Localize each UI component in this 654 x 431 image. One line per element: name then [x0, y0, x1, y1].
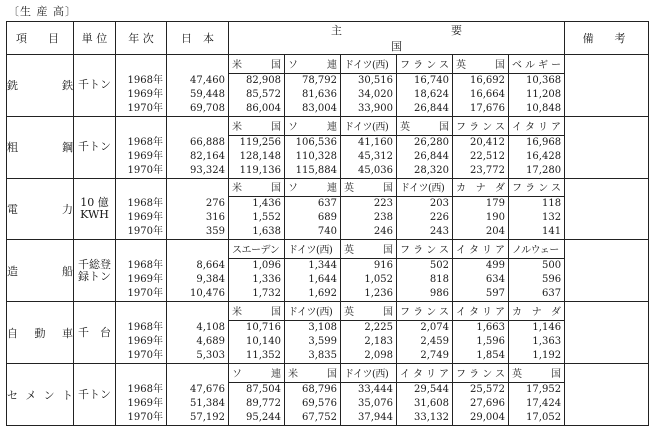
country-name: 英 国: [341, 306, 396, 321]
unit-line: 10 億: [80, 196, 109, 210]
country-value: 128,148: [239, 150, 281, 162]
country-value: 86,004: [246, 102, 281, 114]
country-value: 1,236: [364, 288, 393, 300]
country-value: 119,256: [239, 136, 281, 148]
header-japan: 日 本: [167, 22, 229, 55]
header-main-char: 主: [331, 24, 343, 37]
row-years: [116, 302, 167, 364]
year-label: 1970年: [127, 164, 163, 176]
country-value: 35,076: [358, 398, 393, 409]
country-name: スエーデン: [229, 244, 284, 259]
country-value: 916: [373, 260, 393, 272]
country-value: 95,244: [246, 412, 281, 423]
country-cell: [229, 364, 285, 426]
unit-line: 録トン: [78, 269, 111, 283]
country-value: 67,752: [302, 412, 337, 423]
country-cell: [285, 364, 341, 426]
unit-line: 千トン: [78, 387, 111, 401]
year-label: 1969年: [127, 88, 163, 100]
country-value: 45,036: [358, 164, 393, 176]
unit-line: KWH: [80, 208, 109, 222]
country-value: 2,074: [420, 322, 449, 334]
japan-values: [167, 364, 229, 426]
country-name: 英 国: [397, 121, 452, 136]
row-unit: [74, 364, 116, 426]
country-cell: [285, 178, 341, 240]
country-cell: [397, 116, 453, 178]
country-value: 203: [429, 198, 449, 210]
country-name: ノルウェー: [509, 244, 564, 259]
year-label: 1968年: [127, 74, 163, 86]
country-name: ソ 連: [285, 59, 340, 74]
country-value: 106,536: [295, 136, 337, 148]
row-item-label: セメント: [7, 364, 74, 426]
unit-line: 千 台: [78, 325, 111, 339]
country-name: イタリア: [453, 244, 508, 259]
country-value: 132: [541, 212, 562, 224]
country-name: フランス: [453, 368, 508, 383]
country-value: 16,740: [414, 74, 449, 86]
row-remarks: [565, 364, 649, 426]
country-value: 10,716: [246, 322, 281, 334]
country-value: 78,792: [302, 74, 337, 86]
japan-value: 47,676: [190, 384, 225, 395]
country-value: 1,644: [308, 274, 337, 286]
country-value: 26,280: [414, 136, 449, 148]
country-value: 3,599: [308, 336, 337, 348]
row-item-label: 粗 鋼: [7, 116, 74, 178]
country-cell: [397, 364, 453, 426]
country-cell: [341, 55, 397, 117]
table-row: [7, 364, 649, 426]
country-name: ドイツ(西): [285, 244, 340, 259]
country-cell: [397, 178, 453, 240]
country-value: 1,052: [364, 274, 393, 286]
country-name: ソ 連: [285, 182, 340, 197]
unit-line: 千トン: [78, 78, 111, 92]
country-name: 米 国: [229, 182, 284, 197]
country-value: 1,663: [476, 322, 505, 334]
country-value: 33,132: [414, 412, 449, 423]
country-name: 英 国: [453, 59, 508, 74]
country-value: 30,516: [358, 74, 393, 86]
country-name: ベルギー: [509, 59, 564, 74]
row-remarks: [565, 302, 649, 364]
row-years: [116, 178, 167, 240]
year-label: 1969年: [127, 212, 163, 224]
country-value: 2,749: [420, 350, 449, 362]
row-item-label: 自動車: [7, 302, 74, 364]
country-value: 85,572: [246, 88, 281, 100]
country-value: 986: [429, 288, 449, 300]
row-item-label: 造 船: [7, 240, 74, 302]
country-name: ソ 連: [285, 121, 340, 136]
country-name: 米 国: [229, 59, 284, 74]
year-label: 1968年: [127, 136, 163, 148]
country-name: フランス: [397, 59, 452, 74]
row-years: [116, 364, 167, 426]
country-value: 226: [429, 212, 449, 224]
country-value: 1,552: [252, 212, 281, 224]
country-name: イタリア: [453, 306, 508, 321]
japan-value: 8,664: [196, 260, 225, 272]
year-label: 1970年: [127, 102, 163, 114]
japan-values: [167, 55, 229, 117]
country-cell: [285, 55, 341, 117]
country-value: 1,344: [308, 260, 337, 272]
row-remarks: [565, 178, 649, 240]
country-value: 689: [317, 212, 337, 224]
year-label: 1970年: [127, 288, 163, 300]
country-value: 597: [485, 288, 505, 300]
country-cell: [229, 116, 285, 178]
country-cell: [341, 302, 397, 364]
country-name: 米 国: [229, 306, 284, 321]
country-cell: [509, 364, 565, 426]
country-name: ドイツ(西): [341, 59, 396, 74]
country-value: 17,676: [470, 102, 505, 114]
year-label: 1968年: [127, 322, 163, 334]
country-value: 82,908: [246, 74, 281, 86]
country-value: 1,692: [308, 288, 337, 300]
country-name: ドイツ(西): [397, 182, 452, 197]
japan-values: [167, 116, 229, 178]
country-value: 246: [373, 226, 393, 238]
header-main-char: 国: [391, 40, 403, 53]
header-year: 年 次: [116, 22, 167, 55]
country-value: 22,512: [470, 150, 505, 162]
table-body: [7, 55, 649, 426]
country-value: 17,280: [526, 164, 562, 176]
country-cell: [509, 302, 565, 364]
country-value: 1,363: [532, 336, 562, 348]
japan-values: [167, 302, 229, 364]
country-value: 16,664: [470, 88, 505, 100]
country-value: 1,638: [252, 226, 281, 238]
country-cell: [341, 116, 397, 178]
country-value: 3,835: [308, 350, 337, 362]
japan-value: 57,192: [190, 412, 225, 423]
country-value: 596: [541, 274, 562, 286]
country-value: 26,844: [414, 150, 449, 162]
japan-value: 47,460: [190, 74, 225, 86]
country-value: 243: [429, 226, 449, 238]
country-name: 米 国: [285, 368, 340, 383]
country-value: 17,952: [526, 384, 562, 395]
country-cell: [453, 116, 509, 178]
country-value: 33,900: [358, 102, 393, 114]
row-unit: [74, 116, 116, 178]
country-value: 26,844: [414, 102, 449, 114]
row-unit: [74, 302, 116, 364]
production-table: [6, 21, 649, 426]
country-value: 1,146: [532, 322, 562, 334]
country-value: 3,108: [308, 322, 337, 334]
row-unit: [74, 178, 116, 240]
country-cell: [453, 240, 509, 302]
country-name: 米 国: [229, 121, 284, 136]
country-value: 37,944: [358, 412, 393, 423]
country-value: 2,183: [364, 336, 393, 348]
country-cell: [229, 302, 285, 364]
table-row: [7, 55, 649, 117]
year-label: 1969年: [127, 150, 163, 162]
country-cell: [285, 302, 341, 364]
year-label: 1970年: [127, 412, 163, 423]
country-value: 28,320: [414, 164, 449, 176]
country-value: 31,608: [414, 398, 449, 409]
japan-value: 5,303: [196, 350, 225, 362]
country-cell: [397, 240, 453, 302]
country-name: 英 国: [509, 368, 564, 383]
country-cell: [397, 302, 453, 364]
country-name: フランス: [453, 121, 508, 136]
country-value: 27,696: [470, 398, 505, 409]
country-value: 17,424: [526, 398, 562, 409]
country-name: ソ 連: [229, 368, 284, 383]
country-value: 29,004: [470, 412, 505, 423]
country-value: 1,192: [532, 350, 562, 362]
country-value: 2,225: [364, 322, 393, 334]
japan-value: 66,888: [190, 136, 225, 148]
country-value: 1,336: [252, 274, 281, 286]
country-value: 16,692: [470, 74, 505, 86]
country-cell: [509, 240, 565, 302]
japan-value: 4,689: [196, 336, 225, 348]
japan-values: [167, 240, 229, 302]
header-item: 項 目: [7, 22, 74, 55]
country-cell: [285, 240, 341, 302]
japan-value: 316: [205, 212, 225, 224]
table-row: [7, 240, 649, 302]
japan-value: 93,324: [190, 164, 225, 176]
country-value: 87,504: [246, 384, 281, 395]
country-value: 118: [541, 198, 562, 210]
country-value: 10,848: [526, 102, 562, 114]
country-name: 英 国: [341, 182, 396, 197]
country-name: イタリア: [397, 368, 452, 383]
japan-value: 59,448: [190, 88, 225, 100]
japan-value: 4,108: [196, 322, 225, 334]
country-value: 11,208: [526, 88, 562, 100]
country-value: 10,140: [246, 336, 281, 348]
country-value: 81,636: [302, 88, 337, 100]
country-name: ドイツ(西): [341, 121, 396, 136]
country-value: 18,624: [414, 88, 449, 100]
country-cell: [509, 116, 565, 178]
table-row: [7, 302, 649, 364]
country-cell: [341, 240, 397, 302]
country-value: 10,368: [526, 74, 562, 86]
country-value: 818: [429, 274, 449, 286]
row-item-label: 銑 鉄: [7, 55, 74, 117]
year-label: 1970年: [127, 350, 163, 362]
country-value: 740: [317, 226, 337, 238]
header-remarks: 備 考: [565, 22, 649, 55]
country-name: フランス: [509, 182, 564, 197]
country-value: 179: [485, 198, 505, 210]
country-value: 1,596: [476, 336, 505, 348]
row-unit: [74, 240, 116, 302]
country-name: ドイツ(西): [285, 306, 340, 321]
country-name: ドイツ(西): [341, 368, 396, 383]
header-main-countries: [229, 22, 565, 55]
year-label: 1968年: [127, 384, 163, 395]
country-value: 190: [485, 212, 505, 224]
country-value: 23,772: [470, 164, 505, 176]
country-value: 33,444: [358, 384, 393, 395]
country-value: 41,160: [358, 136, 393, 148]
country-value: 1,436: [252, 198, 281, 210]
country-name: カナダ: [509, 306, 564, 321]
country-value: 502: [429, 260, 449, 272]
country-value: 83,004: [302, 102, 337, 114]
country-value: 204: [485, 226, 505, 238]
country-cell: [453, 178, 509, 240]
row-remarks: [565, 240, 649, 302]
japan-value: 51,384: [190, 398, 225, 409]
country-cell: [453, 55, 509, 117]
table-row: [7, 178, 649, 240]
row-item-label: 電 力: [7, 178, 74, 240]
year-label: 1970年: [127, 226, 163, 238]
country-value: 1,732: [252, 288, 281, 300]
country-value: 17,052: [526, 412, 562, 423]
japan-values: [167, 178, 229, 240]
country-cell: [341, 178, 397, 240]
country-name: イタリア: [509, 121, 564, 136]
row-years: [116, 55, 167, 117]
japan-value: 82,164: [190, 150, 225, 162]
country-cell: [397, 55, 453, 117]
country-cell: [229, 55, 285, 117]
country-value: 11,352: [246, 350, 281, 362]
year-label: 1969年: [127, 336, 163, 348]
country-cell: [509, 178, 565, 240]
japan-value: 9,384: [196, 274, 225, 286]
country-value: 89,772: [246, 398, 281, 409]
country-cell: [453, 364, 509, 426]
japan-value: 359: [205, 226, 225, 238]
country-value: 29,544: [414, 384, 449, 395]
country-name: カナダ: [453, 182, 508, 197]
row-years: [116, 116, 167, 178]
row-years: [116, 240, 167, 302]
japan-value: 69,708: [190, 102, 225, 114]
country-value: 500: [541, 260, 562, 272]
unit-line: 千総登: [78, 257, 111, 271]
year-label: 1968年: [127, 198, 163, 210]
japan-value: 276: [205, 198, 225, 210]
country-value: 69,576: [302, 398, 337, 409]
year-label: 1969年: [127, 274, 163, 286]
japan-value: 10,476: [190, 288, 225, 300]
country-value: 634: [485, 274, 505, 286]
country-cell: [341, 364, 397, 426]
country-value: 1,096: [252, 260, 281, 272]
country-value: 1,854: [476, 350, 505, 362]
country-value: 25,572: [470, 384, 505, 395]
country-name: 英 国: [341, 244, 396, 259]
country-cell: [229, 240, 285, 302]
table-caption: 〔生 産 高〕: [8, 5, 77, 18]
country-cell: [509, 55, 565, 117]
country-value: 34,020: [358, 88, 393, 100]
country-cell: [229, 178, 285, 240]
country-name: フランス: [397, 244, 452, 259]
row-remarks: [565, 55, 649, 117]
country-cell: [453, 302, 509, 364]
country-value: 110,328: [295, 150, 337, 162]
country-value: 499: [485, 260, 505, 272]
country-value: 16,968: [526, 136, 562, 148]
country-value: 20,412: [470, 136, 505, 148]
table-row: [7, 116, 649, 178]
row-remarks: [565, 116, 649, 178]
country-value: 637: [317, 198, 337, 210]
header-main-char: 要: [451, 24, 463, 37]
country-value: 68,796: [302, 384, 337, 395]
country-value: 45,312: [358, 150, 393, 162]
country-value: 238: [373, 212, 393, 224]
country-cell: [285, 116, 341, 178]
header-row: [7, 22, 649, 55]
country-value: 141: [541, 226, 562, 238]
country-value: 637: [541, 288, 562, 300]
country-value: 2,459: [420, 336, 449, 348]
country-value: 2,098: [364, 350, 393, 362]
country-value: 16,428: [526, 150, 562, 162]
country-value: 223: [373, 198, 393, 210]
country-value: 115,884: [295, 164, 337, 176]
year-label: 1969年: [127, 398, 163, 409]
unit-line: 千トン: [78, 140, 111, 154]
header-unit: 単 位: [74, 22, 116, 55]
row-unit: [74, 55, 116, 117]
country-name: フランス: [397, 306, 452, 321]
country-value: 119,136: [239, 164, 281, 176]
year-label: 1968年: [127, 260, 163, 272]
